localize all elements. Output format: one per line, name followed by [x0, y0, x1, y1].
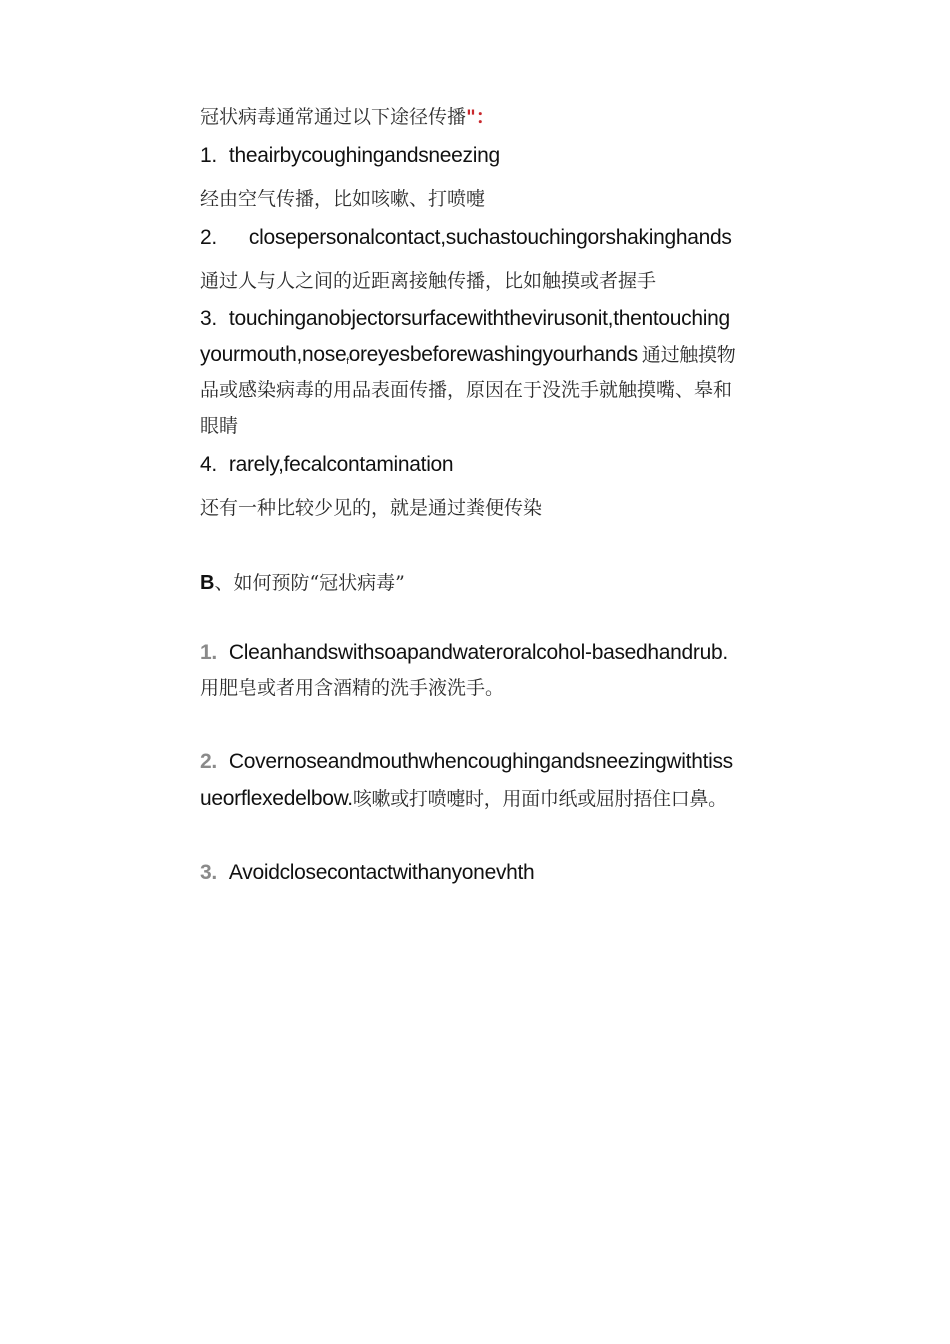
- list-item-b1: [200, 642, 728, 663]
- item-number: 1.: [200, 144, 217, 167]
- section-heading-text: 、如何预防“冠状病毒”: [214, 572, 405, 594]
- item-b1-chinese: 用肥皂或者用含酒精的洗手液洗手。: [200, 677, 505, 699]
- item-a1-chinese: 经由空气传播，比如咳嗽、打喷嚏: [200, 188, 486, 210]
- item-english-cont: oreyesbeforewashingyourhands: [348, 343, 638, 366]
- item-a4-chinese: 还有一种比较少见的，就是通过粪便传染: [200, 497, 543, 519]
- item-a3-chinese-line3: 眼睛: [200, 415, 239, 437]
- item-english: closepersonalcontact,suchastouchingorshakinghands: [248, 226, 732, 249]
- item-number: 3.: [200, 861, 217, 884]
- item-english: theairbycoughingandsneezing: [228, 144, 500, 167]
- item-b2-line2: [200, 788, 727, 809]
- list-item-a1: [200, 145, 500, 166]
- list-item-a4: [200, 454, 453, 475]
- section-a-intro: [200, 108, 495, 127]
- intro-mark: "：: [466, 106, 495, 128]
- item-english-cont: yourmouth,nose: [200, 343, 347, 366]
- item-english: rarely,fecalcontamination: [228, 453, 454, 476]
- section-letter: B: [200, 572, 215, 594]
- list-item-a3: [200, 308, 730, 329]
- item-chinese: 咳嗽或打喷嚏时，用面巾纸或屈肘捂住口鼻。: [352, 788, 727, 810]
- item-a2-chinese: 通过人与人之间的近距离接触传播，比如触摸或者握手: [200, 270, 657, 292]
- section-b-heading: [200, 573, 405, 593]
- item-number: 4.: [200, 453, 217, 476]
- item-chinese-start: 通过触摸物: [641, 344, 736, 366]
- item-number: 1.: [200, 641, 217, 664]
- item-a3-line2: [200, 344, 735, 366]
- list-item-b2: [200, 751, 733, 772]
- item-number: 3.: [200, 307, 217, 330]
- list-item-b3: [200, 862, 534, 883]
- item-a3-chinese-line2: 品或感染病毒的用品表面传播，原因在于没洗手就触摸嘴、皋和: [200, 379, 733, 401]
- item-english: Covernoseandmouthwhencoughingandsneezingwithtiss: [228, 750, 733, 773]
- intro-text: 冠状病毒通常通过以下途径传播: [200, 106, 467, 128]
- item-number: 2.: [200, 750, 217, 773]
- item-english: touchinganobjectorsurfacewiththevirusonit,thentouching: [228, 307, 730, 330]
- item-english: Cleanhandswithsoapandwateroralcohol-basedhandrub.: [228, 641, 728, 664]
- list-item-a2: [200, 227, 732, 248]
- item-english-cont: ueorflexedelbow.: [200, 787, 353, 810]
- item-english: Avoidclosecontactwithanyonevhth: [228, 861, 535, 884]
- stray-subscript: f: [346, 356, 349, 366]
- item-number: 2.: [200, 226, 217, 249]
